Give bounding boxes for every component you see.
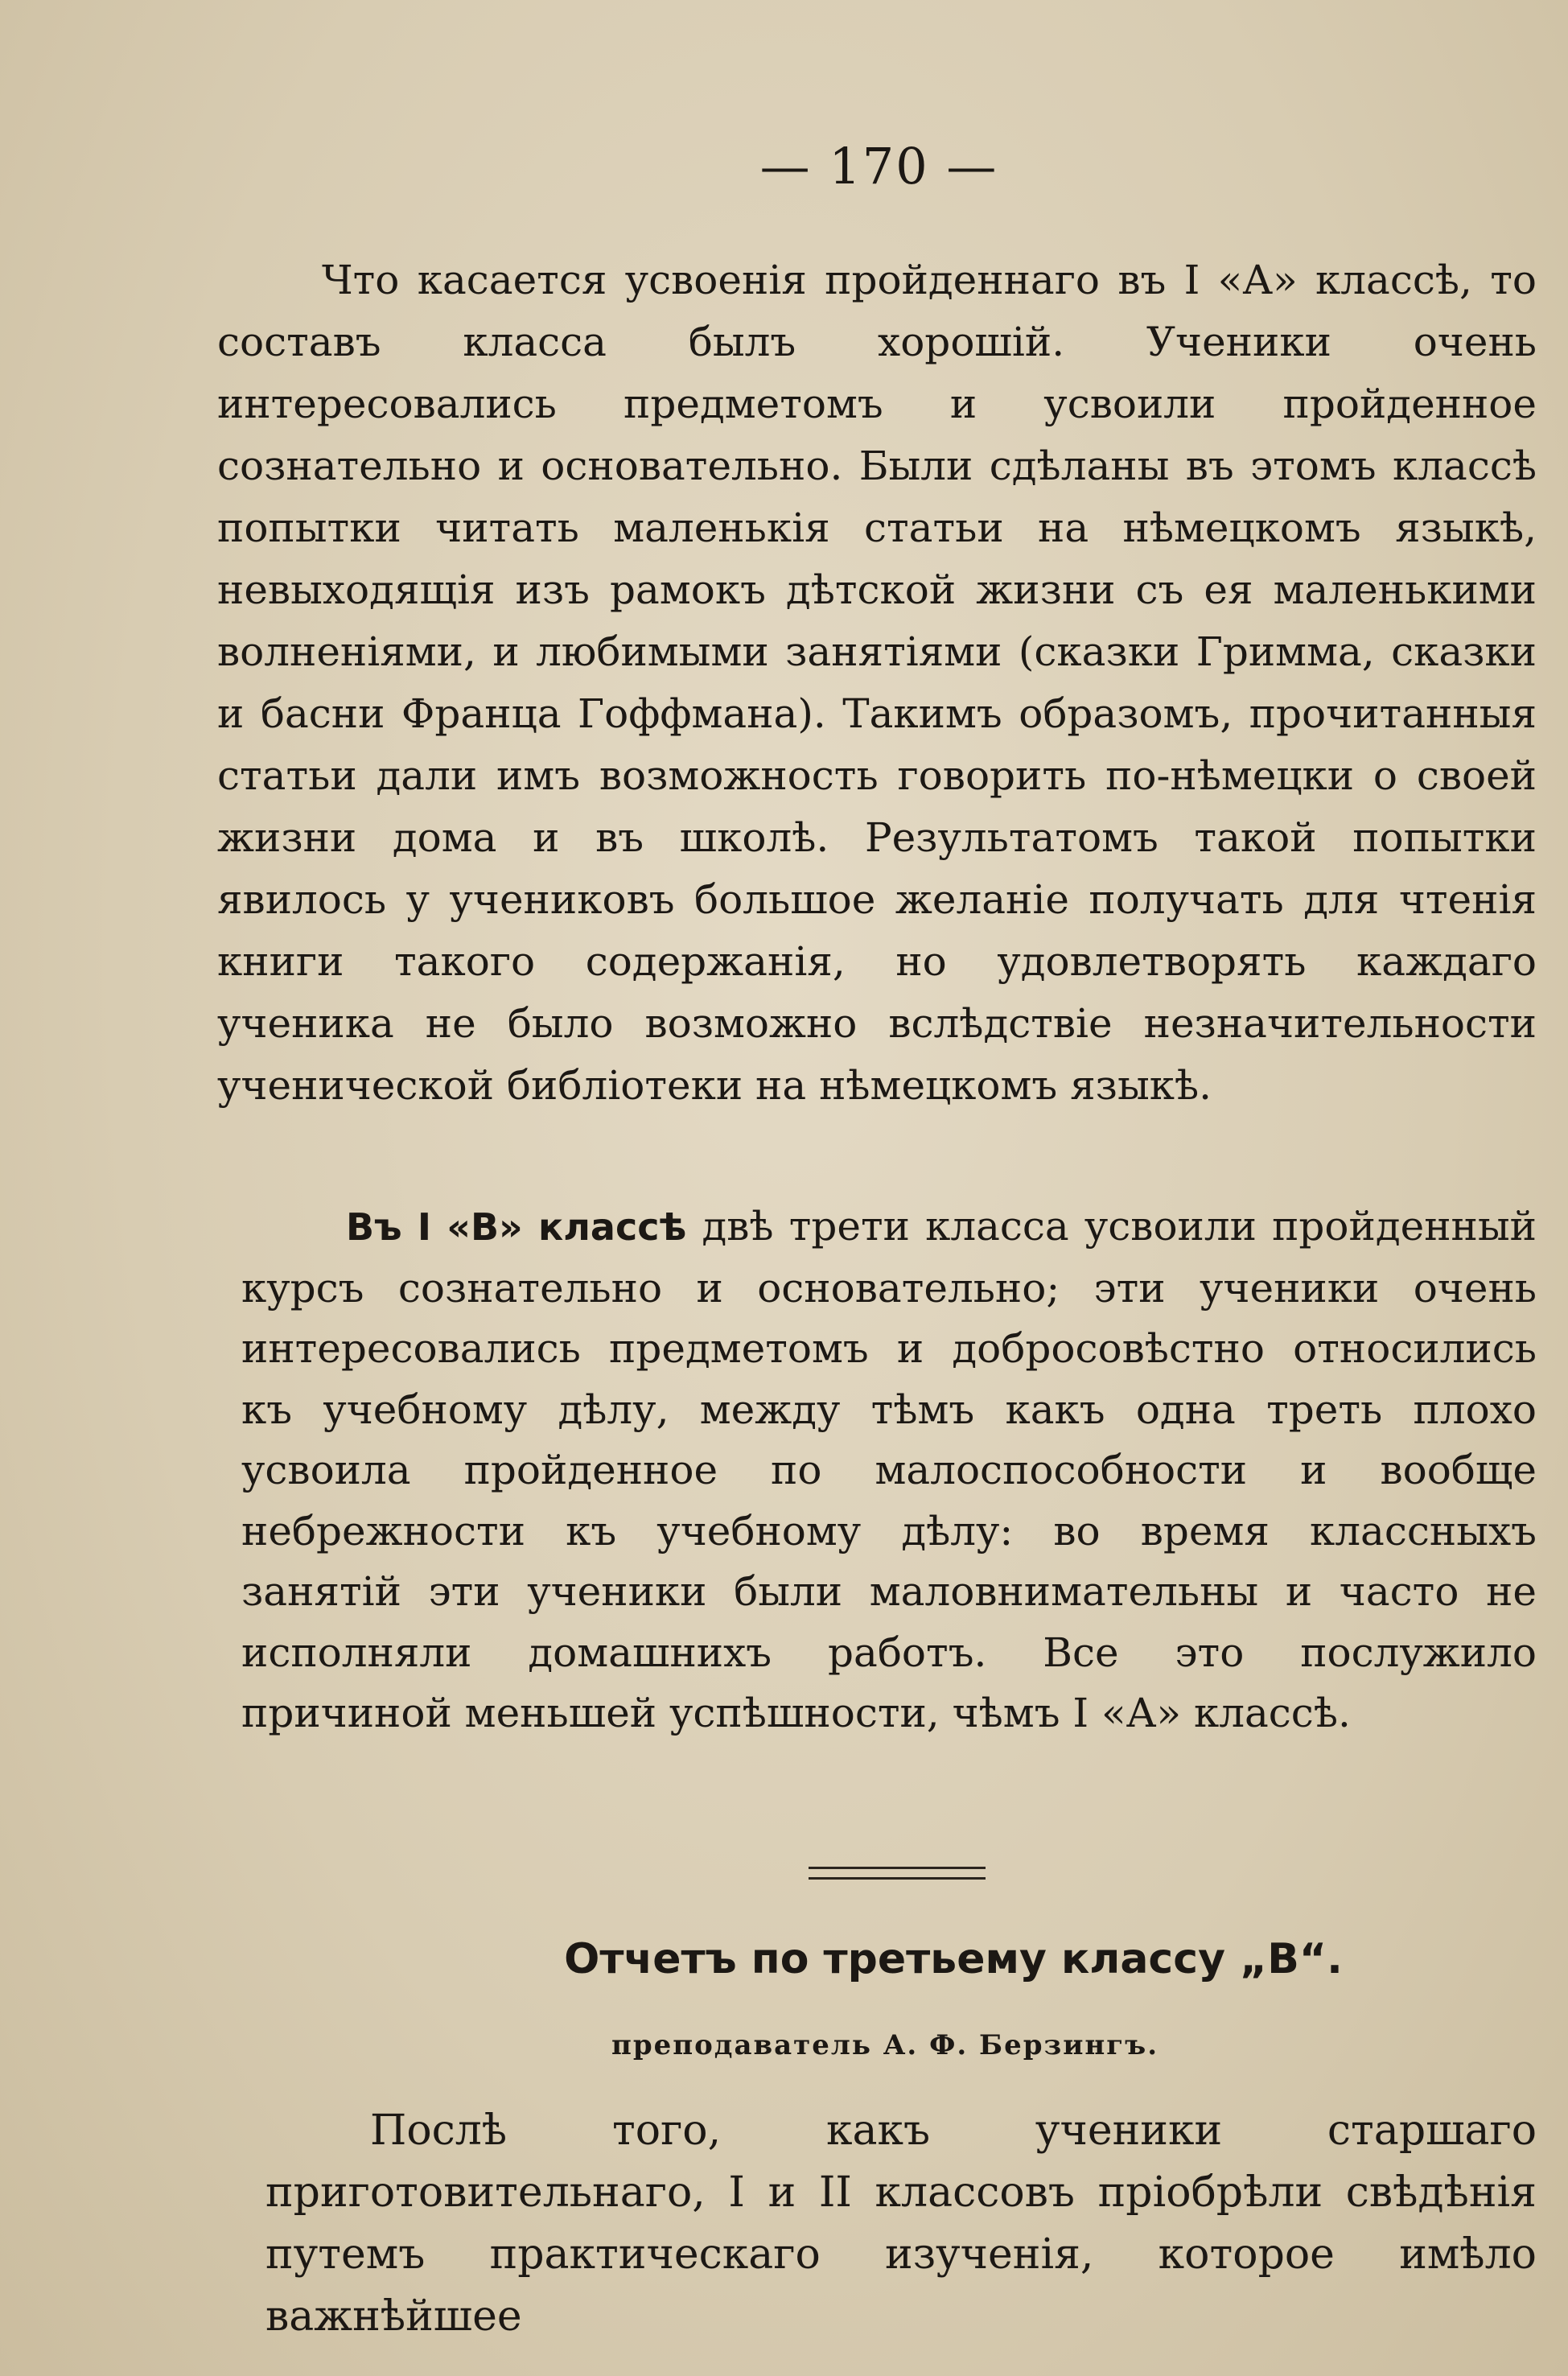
- paragraph-text: Послѣ того, какъ ученики старшаго приготовительнаго, I и II классовъ пріобрѣли свѣдѣнія путемъ практическаго изученія, которое имѣло важнѣйшее: [265, 2106, 1537, 2341]
- paragraph-body: [241, 1196, 1537, 1744]
- paragraph-class-1v: [241, 1196, 1537, 1744]
- paragraph-text: двѣ трети класса усвоили пройденный курсъ сознательно и основательно; эти ученики очень интересовались предметомъ и добросовѣстно относились къ учебному дѣлу, между тѣмъ какъ одна треть плохо усвоила пройденное по малоспособности и вообще небрежности къ учебному дѣлу: во время классныхъ занятій эти ученики были маловнимательны и часто не исполняли домашнихъ работъ. Все это послужило причиной меньшей успѣшности, чѣмъ I «А» классѣ.: [241, 1203, 1537, 1736]
- page-number: — 170 —: [759, 137, 998, 196]
- section-heading: Отчетъ по третьему классу „В“.: [564, 1935, 1343, 1983]
- paragraph-lead: Въ I «В» классѣ: [346, 1205, 687, 1249]
- section-divider: [809, 1867, 986, 1880]
- teacher-credit: преподаватель А. Ф. Берзингъ.: [611, 2029, 1159, 2061]
- paragraph-class-1a: [217, 249, 1537, 1117]
- paragraph-report-intro: [265, 2100, 1537, 2348]
- paragraph-text: Что касается усвоенія пройденнаго въ I «А» классѣ, то составъ класса былъ хорошій. Ученики очень интересовались предметомъ и усвоили пройденное сознательно и основательно. Были сдѣланы въ этомъ классѣ попытки читать маленькія статьи на нѣмецкомъ языкѣ, невыходящія изъ рамокъ дѣтской жизни съ ея маленькими волненіями, и любимыми занятіями (сказки Гримма, сказки и басни Франца Гоффмана). Такимъ образомъ, прочитанныя статьи дали имъ возможность говорить по-нѣмецки о своей жизни дома и въ школѣ. Результатомъ такой попытки явилось у учениковъ большое желаніе получать для чтенія книги такого содержанія, но удовлетворять каждаго ученика не было возможно вслѣдствіе незначительности ученической библіотеки на нѣмецкомъ языкѣ.: [217, 257, 1537, 1109]
